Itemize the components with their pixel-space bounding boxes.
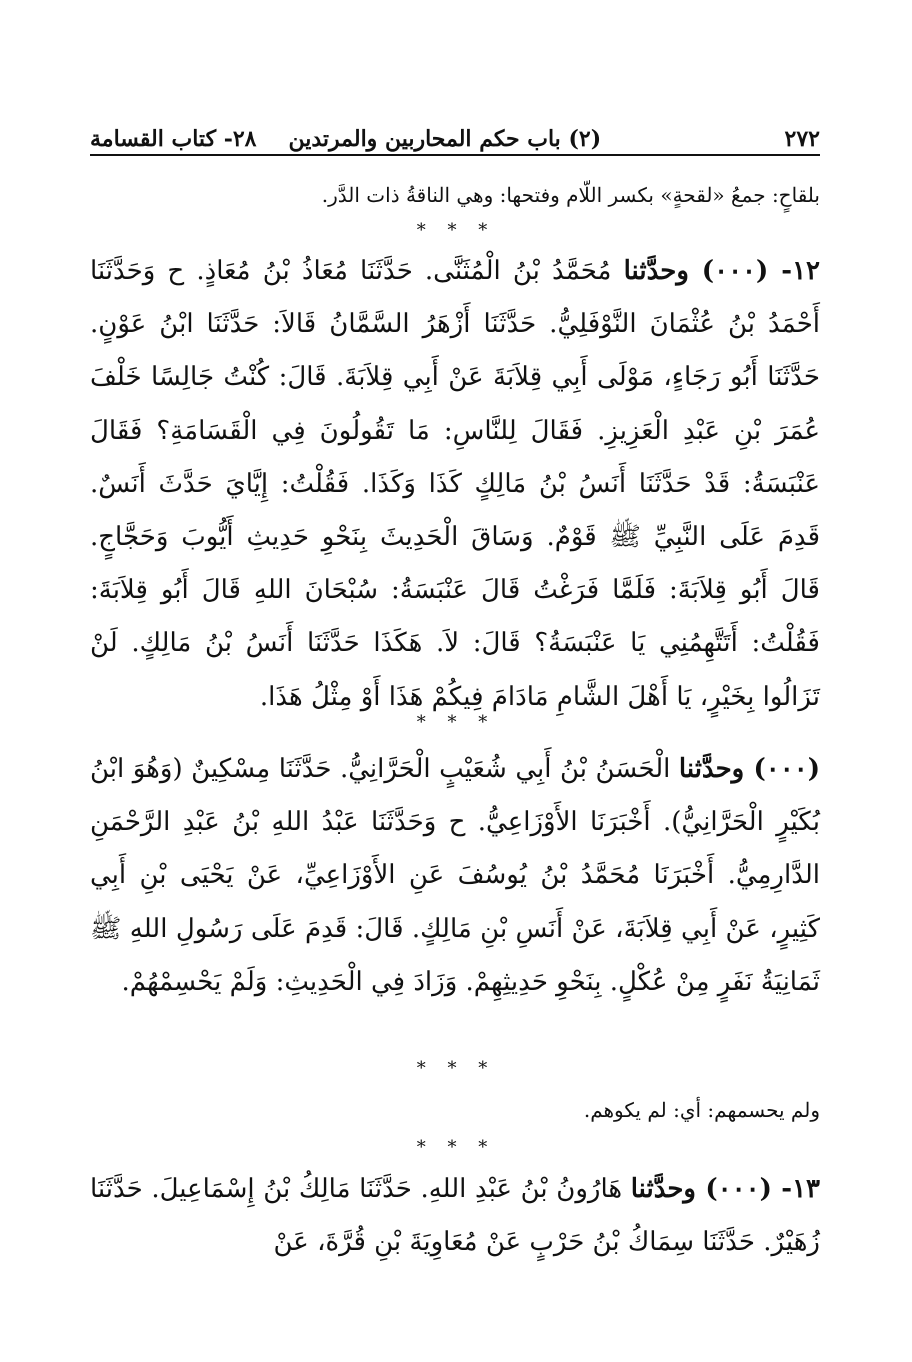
- separator-stars: * * *: [416, 1058, 496, 1079]
- separator-stars: * * *: [416, 1137, 496, 1158]
- footnote-yahsimhum: ولم يحسمهم: أي: لم يكوهم.: [583, 1098, 820, 1122]
- chapter-title: (٢) باب حكم المحاربين والمرتدين: [288, 126, 602, 152]
- header-titles: [90, 126, 601, 152]
- footnote-laqah: بلقاحٍ: جمعُ «لقحةٍ» بكسر اللّام وفتحها: وهي الناقةُ ذات الدَّر.: [321, 183, 820, 207]
- separator-stars: * * *: [416, 712, 496, 733]
- hadith-variant-text: الْحَسَنُ بْنُ أَبِي شُعَيْبٍ الْحَرَّانِيُّ. حَدَّثَنَا مِسْكِينٌ (وَهُوَ ابْنُ بُكَيْرٍ الْحَرَّانِيُّ). أَخْبَرَنَا الأَوْزَاعِيُّ. ح وَحَدَّثَنَا عَبْدُ اللهِ بْنُ عَبْدِ الرَّحْمَنِ الدَّارِمِيُّ. أَخْبَرَنَا مُحَمَّدُ بْنُ يُوسُفَ عَنِ الأَوْزَاعِيِّ، عَنْ يَحْيَى بْنِ أَبِي كَثِيرٍ، عَنْ أَبِي قِلاَبَةَ، عَنْ أَنَسِ بْنِ مَالِكٍ. قَالَ: قَدِمَ عَلَى رَسُولِ اللهِ ﷺ ثَمَانِيَةُ نَفَرٍ مِنْ عُكْلٍ. بِنَحْوِ حَدِيثِهِمْ. وَزَادَ فِي الْحَدِيثِ: وَلَمْ يَحْسِمْهُمْ.: [90, 754, 820, 997]
- header-rule: [90, 154, 820, 156]
- hadith-12: [90, 245, 820, 724]
- hadith-12-variant: [90, 743, 820, 1009]
- hadith-13: [90, 1163, 820, 1269]
- hadith-12-lead: ١٢- (٠٠٠) وحدَّثنا: [623, 256, 820, 286]
- hadith-13-lead: ١٣- (٠٠٠) وحدَّثنا: [630, 1174, 820, 1204]
- hadith-13-text: هَارُونُ بْنُ عَبْدِ اللهِ. حَدَّثَنَا مَالِكُ بْنُ إِسْمَاعِيلَ. حَدَّثَنَا زُهَيْرٌ. حَدَّثَنَا سِمَاكُ بْنُ حَرْبٍ عَنْ مُعَاوِيَةَ بْنِ قُرَّةَ، عَنْ: [90, 1174, 820, 1258]
- separator-stars: * * *: [416, 220, 496, 241]
- book-title: ٢٨- كتاب القسامة: [90, 126, 257, 152]
- page-header: [90, 110, 820, 152]
- page-number: ٢٧٢: [784, 126, 820, 152]
- hadith-12-text: مُحَمَّدُ بْنُ الْمُثَنَّى. حَدَّثَنَا مُعَاذُ بْنُ مُعَاذٍ. ح وَحَدَّثَنَا أَحْمَدُ بْنُ عُثْمَانَ النَّوْفَلِيُّ. حَدَّثَنَا أَزْهَرُ السَّمَّانُ قَالاَ: حَدَّثَنَا ابْنُ عَوْنٍ. حَدَّثَنَا أَبُو رَجَاءٍ، مَوْلَى أَبِي قِلاَبَةَ عَنْ أَبِي قِلاَبَةَ. قَالَ: كُنْتُ جَالِسًا خَلْفَ عُمَرَ بْنِ عَبْدِ الْعَزِيزِ. فَقَالَ لِلنَّاسِ: مَا تَقُولُونَ فِي الْقَسَامَةِ؟ فَقَالَ عَنْبَسَةُ: قَدْ حَدَّثَنَا أَنَسُ بْنُ مَالِكٍ كَذَا وَكَذَا. فَقُلْتُ: إِيَّايَ حَدَّثَ أَنَسٌ. قَدِمَ عَلَى النَّبِيِّ ﷺ قَوْمٌ. وَسَاقَ الْحَدِيثَ بِنَحْوِ حَدِيثِ أَيُّوبَ وَحَجَّاجٍ. قَالَ أَبُو قِلاَبَةَ: فَلَمَّا فَرَغْتُ قَالَ عَنْبَسَةُ: سُبْحَانَ اللهِ قَالَ أَبُو قِلاَبَةَ: فَقُلْتُ: أَتَتَّهِمُنِي يَا عَنْبَسَةُ؟ قَالَ: لاَ. هَكَذَا حَدَّثَنَا أَنَسُ بْنُ مَالِكٍ. لَنْ تَزَالُوا بِخَيْرٍ، يَا أَهْلَ الشَّامِ مَادَامَ فِيكُمْ هَذَا أَوْ مِثْلُ هَذَا.: [90, 256, 820, 712]
- hadith-variant-lead: (٠٠٠) وحدَّثنا: [678, 754, 821, 784]
